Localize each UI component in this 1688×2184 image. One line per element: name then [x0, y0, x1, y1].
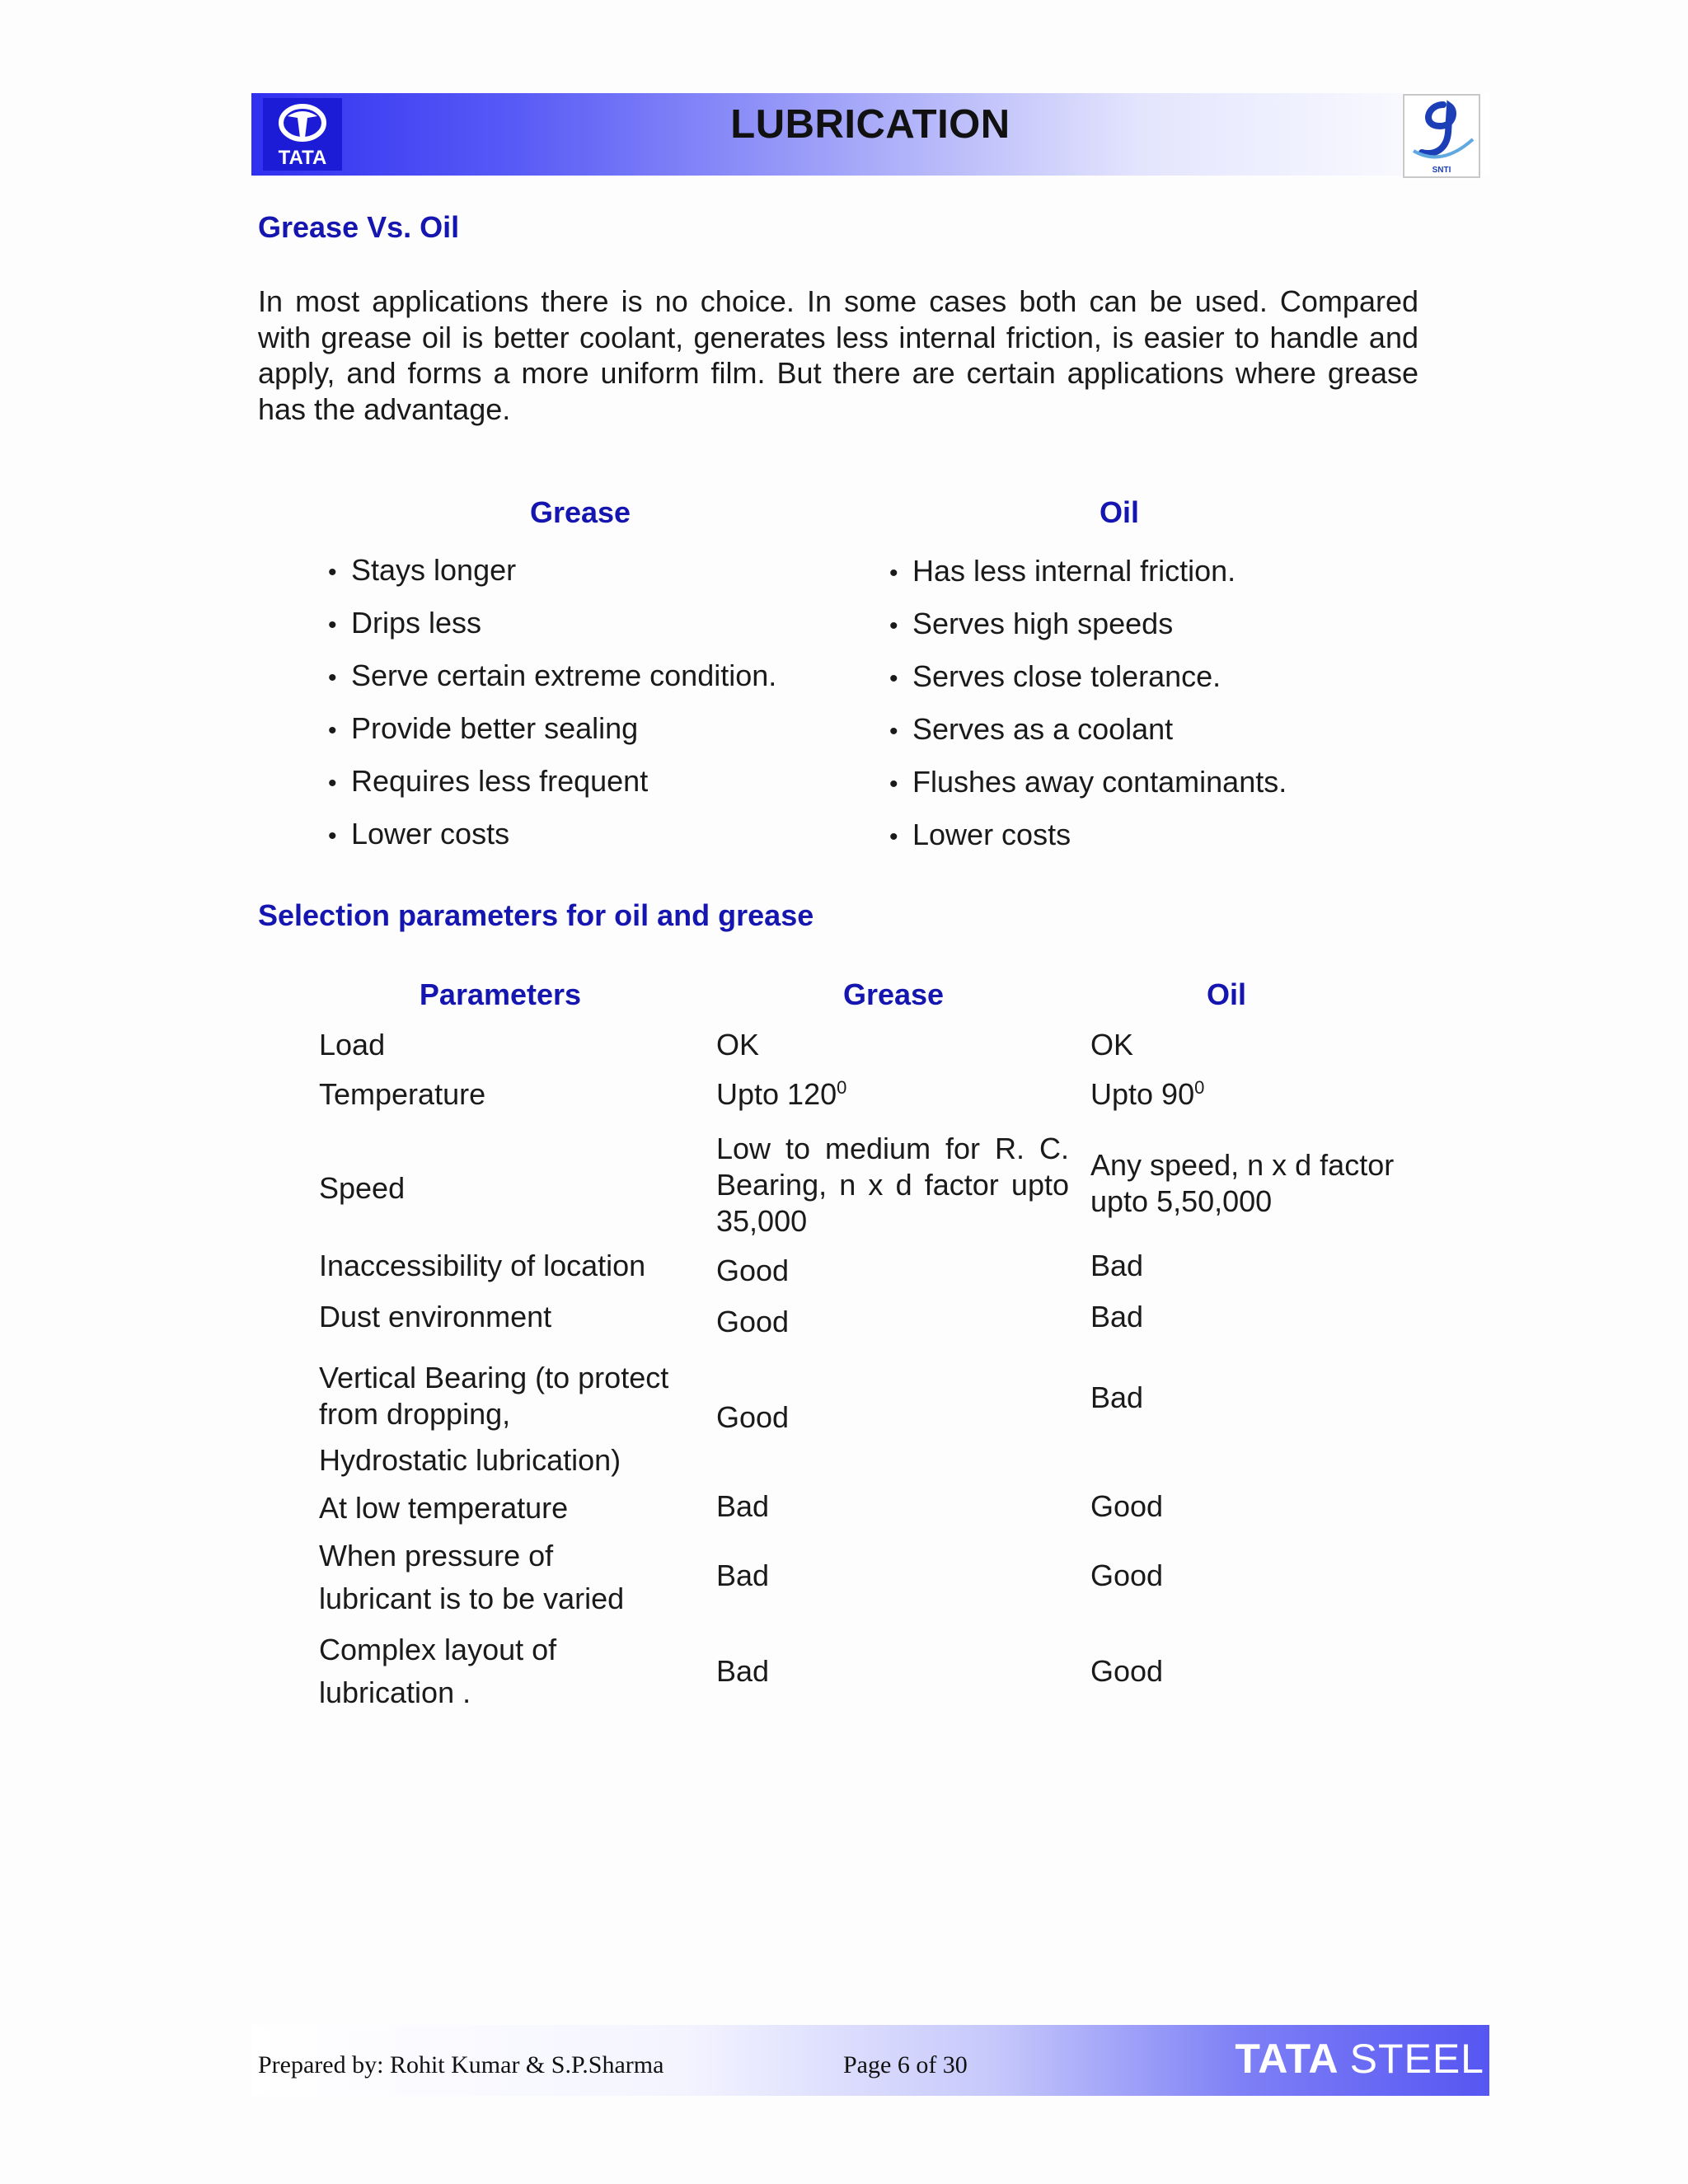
table-row — [319, 1022, 1423, 1071]
param-cell: Speed — [319, 1171, 406, 1205]
table-row — [319, 1248, 1423, 1299]
param-cell: When pressure of lubricant is to be varied — [319, 1539, 625, 1615]
grease-cell: Bad — [716, 1558, 770, 1592]
bullet-icon: • — [328, 717, 337, 744]
bullet-icon: • — [328, 664, 337, 691]
list-item: • Drips less — [328, 605, 776, 658]
param-cell: Dust environment — [319, 1300, 552, 1333]
parameters-table — [319, 972, 1423, 1719]
header-grease: Grease — [842, 977, 945, 1011]
superscript: 0 — [837, 1077, 847, 1098]
oil-cell: Good — [1090, 1489, 1164, 1523]
param-cell: Inaccessibility of location — [319, 1249, 646, 1282]
bullet-icon: • — [889, 560, 898, 587]
bullet-icon: • — [889, 718, 898, 745]
oil-cell: Upto $90^0$ — [1090, 1077, 1205, 1111]
oil-cell: Bad — [1090, 1380, 1144, 1414]
table-row — [319, 1629, 1423, 1719]
table-row — [319, 1124, 1423, 1248]
header-oil: Oil — [1206, 977, 1246, 1011]
table-row — [319, 1299, 1423, 1355]
tata-steel-logo: TATA STEEL — [1235, 2036, 1484, 2082]
list-item: • Serves as a coolant — [889, 711, 1287, 764]
grease-cell: Bad — [716, 1489, 770, 1523]
param-cell: Load — [319, 1028, 386, 1062]
document-title: LUBRICATION — [730, 102, 1010, 147]
table-row — [319, 1531, 1423, 1629]
param-cell: At low temperature — [319, 1491, 569, 1525]
oil-advantages-list — [889, 553, 1287, 869]
grease-cell: Bad — [716, 1654, 770, 1688]
param-cell: Temperature — [319, 1077, 486, 1111]
grease-cell: Good — [716, 1400, 790, 1434]
oil-cell: Good — [1090, 1558, 1164, 1592]
bullet-icon: • — [889, 665, 898, 692]
oil-cell: Any speed, n x d factor upto 5,50,000 — [1090, 1148, 1395, 1218]
list-item: • Provide better sealing — [328, 710, 776, 763]
bullet-icon: • — [328, 823, 337, 850]
snti-logo-text: SNTI — [1432, 166, 1451, 175]
page-number: Page 6 of 30 — [843, 2051, 968, 2079]
grease-cell: Good — [716, 1254, 790, 1287]
bullet-icon: • — [328, 770, 337, 797]
grease-advantages-list — [328, 552, 776, 869]
header-band — [251, 93, 1489, 176]
superscript: 0 — [1194, 1077, 1205, 1098]
list-item: • Stays longer — [328, 552, 776, 605]
bullet-icon: • — [889, 771, 898, 798]
list-item: • Lower costs — [889, 817, 1287, 869]
bullet-icon: • — [889, 823, 898, 851]
table-row — [319, 1071, 1423, 1124]
grease-column-heading: Grease — [529, 495, 631, 529]
list-item: • Serve certain extreme condition. — [328, 658, 776, 710]
bullet-icon: • — [889, 612, 898, 640]
grease-cell: Good — [716, 1305, 790, 1338]
list-item: • Has less internal friction. — [889, 553, 1287, 606]
grease-cell: OK — [716, 1028, 760, 1062]
oil-cell: Bad — [1090, 1249, 1144, 1282]
bullet-icon: • — [328, 559, 337, 586]
selection-parameters-heading: Selection parameters for oil and grease — [258, 898, 814, 932]
tata-logo-text: TATA — [278, 147, 327, 169]
list-item: • Lower costs — [328, 816, 776, 869]
oil-cell: OK — [1090, 1028, 1134, 1062]
bullet-icon: • — [328, 612, 337, 639]
snti-logo — [1402, 93, 1481, 179]
param-cell: Complex layout of lubrication . — [319, 1633, 557, 1709]
list-item: • Flushes away contaminants. — [889, 764, 1287, 817]
oil-cell: Bad — [1090, 1300, 1144, 1333]
list-item: • Serves close tolerance. — [889, 658, 1287, 711]
table-row — [319, 1355, 1423, 1488]
intro-paragraph: In most applications there is no choice. In some cases both can be used. Compared with grease oil is better coolant, generates less internal friction, is easier to handle and apply, and forms a more uniform film. But there are certain applications where grease has the advantage. — [258, 284, 1418, 426]
table-header-row — [319, 972, 1423, 1022]
list-item: • Requires less frequent — [328, 763, 776, 816]
grease-cell: Upto $120^0$ — [716, 1077, 847, 1111]
header-parameters: Parameters — [419, 977, 582, 1011]
grease-vs-oil-heading: Grease Vs. Oil — [258, 210, 460, 244]
prepared-by-text: Prepared by: Rohit Kumar & S.P.Sharma — [258, 2051, 664, 2079]
oil-column-heading: Oil — [1099, 495, 1139, 529]
footer-band — [251, 2025, 1489, 2096]
oil-cell: Good — [1090, 1654, 1164, 1688]
grease-cell: Low to medium for R. C. Bearing, n x d factor upto 35,000 — [716, 1132, 1069, 1238]
table-row — [319, 1488, 1423, 1531]
list-item: • Serves high speeds — [889, 606, 1287, 658]
param-cell: Vertical Bearing (to protect from dropping, Hydrostatic lubrication) — [319, 1361, 669, 1477]
